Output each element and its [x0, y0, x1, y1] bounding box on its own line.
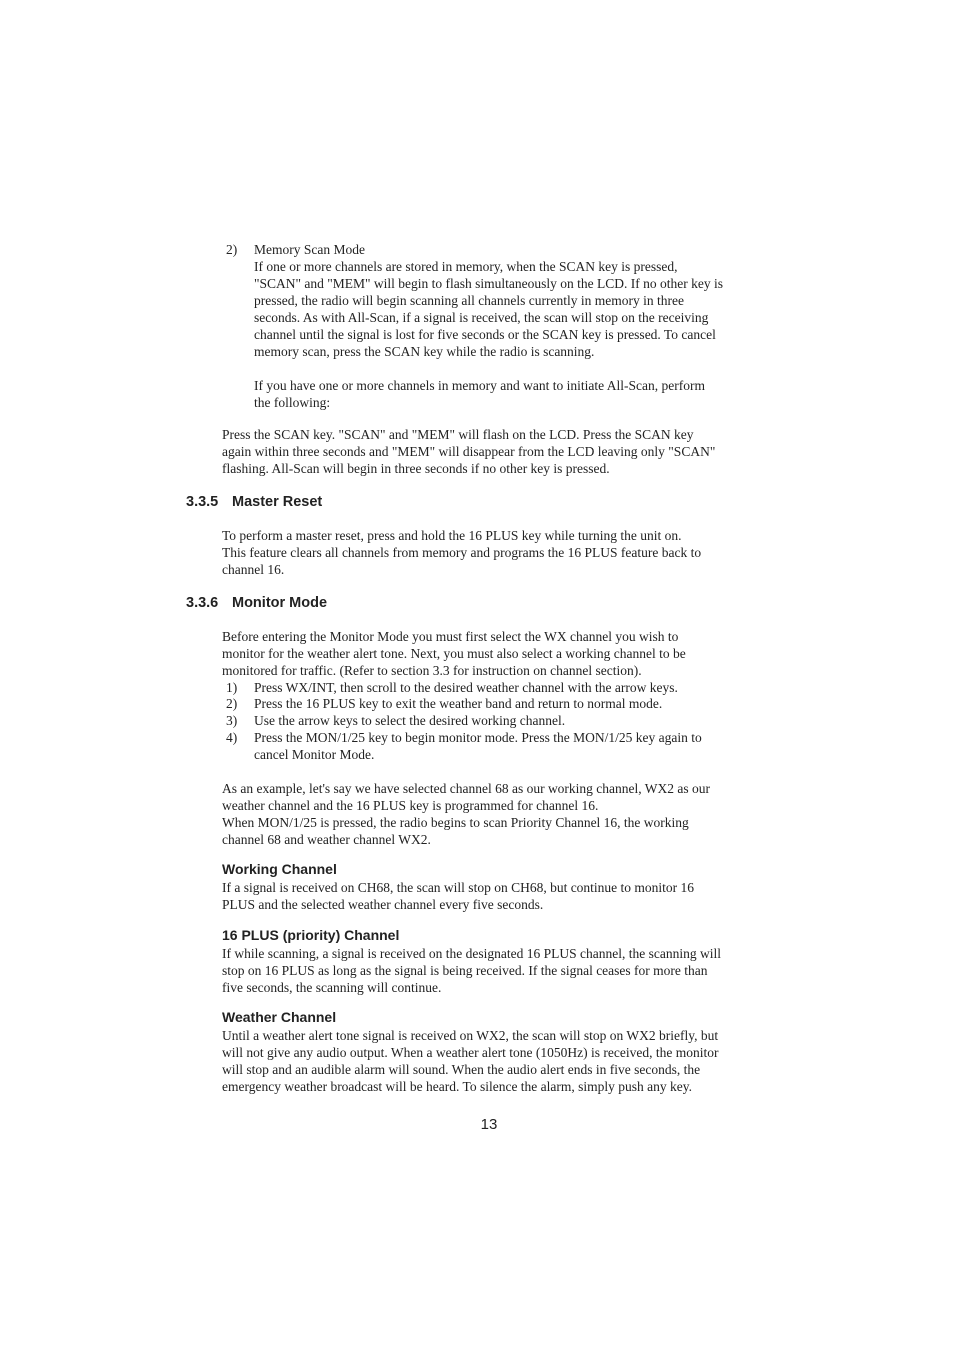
priority-channel-paragraph	[222, 945, 782, 996]
text-line: monitor for the weather alert tone. Next, you must also select a working channel to be	[222, 646, 686, 661]
text-line: If a signal is received on CH68, the scan will stop on CH68, but continue to monitor 16	[222, 880, 695, 895]
text-line: channel 68 and weather channel WX2.	[222, 832, 431, 847]
weather-channel-paragraph	[222, 1027, 782, 1095]
section-heading-monitor-mode	[186, 595, 327, 612]
subheading-priority-channel: 16 PLUS (priority) Channel	[222, 927, 400, 943]
text-line: channel until the signal is lost for five seconds or the SCAN key is pressed. To cancel	[254, 327, 716, 342]
memory-scan-title: Memory Scan Mode	[254, 242, 365, 257]
step-number: 1)	[226, 680, 238, 695]
text-line: "SCAN" and "MEM" will begin to flash simultaneously on the LCD. If no other key is	[254, 276, 723, 291]
text-line: stop on 16 PLUS as long as the signal is being received. If the signal ceases for more than	[222, 963, 708, 978]
text-line: Press the MON/1/25 key to begin monitor mode. Press the MON/1/25 key again to	[254, 730, 702, 745]
monitor-step	[222, 729, 782, 763]
text-line: the following:	[254, 395, 331, 410]
subheading-weather-channel: Weather Channel	[222, 1009, 337, 1025]
section-heading-master-reset	[186, 494, 322, 511]
monitor-step	[222, 695, 782, 712]
monitor-intro-paragraph	[222, 628, 782, 679]
section-title: Master Reset	[232, 494, 323, 510]
text-line: If you have one or more channels in memory and want to initiate All-Scan, perform	[254, 378, 705, 393]
text-line: As an example, let's say we have selected channel 68 as our working channel, WX2 as our	[222, 781, 711, 796]
text-line: will not give any audio output. When a weather alert tone (1050Hz) is received, the monitor	[222, 1045, 719, 1060]
section-number: 3.3.5	[186, 494, 219, 510]
master-reset-paragraph	[222, 527, 782, 578]
text-line: flashing. All-Scan will begin in three seconds if no other key is pressed.	[222, 461, 610, 476]
text-line: channel 16.	[222, 562, 285, 577]
text-line: PLUS and the selected weather channel every five seconds.	[222, 897, 544, 912]
press-scan-paragraph	[222, 426, 782, 477]
text-line: pressed, the radio will begin scanning all channels currently in memory in three	[254, 293, 684, 308]
monitor-example-paragraph	[222, 780, 782, 848]
subheading-working-channel: Working Channel	[222, 861, 337, 877]
text-line: will stop and an audible alarm will sound. When the audio alert ends in five seconds, the	[222, 1062, 701, 1077]
text-line: Use the arrow keys to select the desired working channel.	[254, 713, 566, 728]
text-line: Press the SCAN key. "SCAN" and "MEM" will flash on the LCD. Press the SCAN key	[222, 427, 694, 442]
text-line: Press WX/INT, then scroll to the desired weather channel with the arrow keys.	[254, 680, 678, 695]
text-line: When MON/1/25 is pressed, the radio begins to scan Priority Channel 16, the working	[222, 815, 689, 830]
text-line: memory scan, press the SCAN key while the radio is scanning.	[254, 344, 595, 359]
text-line: cancel Monitor Mode.	[254, 747, 375, 762]
text-line: five seconds, the scanning will continue.	[222, 980, 442, 995]
step-number: 3)	[226, 713, 238, 728]
working-channel-paragraph	[222, 879, 782, 913]
item-number: 2)	[226, 242, 238, 257]
text-line: Press the 16 PLUS key to exit the weather band and return to normal mode.	[254, 696, 663, 711]
text-line: seconds. As with All-Scan, if a signal is received, the scan will stop on the receiving	[254, 310, 709, 325]
text-line: Before entering the Monitor Mode you must first select the WX channel you wish to	[222, 629, 679, 644]
step-number: 4)	[226, 730, 238, 745]
step-number: 2)	[226, 696, 238, 711]
text-line: This feature clears all channels from memory and programs the 16 PLUS feature back to	[222, 545, 702, 560]
memory-scan-text	[254, 241, 723, 411]
text-line: Until a weather alert tone signal is received on WX2, the scan will stop on WX2 briefly, but	[222, 1028, 719, 1043]
section-number: 3.3.6	[186, 595, 219, 611]
page-number: 13	[480, 1116, 498, 1133]
text-line: monitored for traffic. (Refer to section 3.3 for instruction on channel section).	[222, 663, 642, 678]
text-line: emergency weather broadcast will be heard. To silence the alarm, simply push any key.	[222, 1079, 693, 1094]
monitor-step	[222, 712, 782, 729]
section-title: Monitor Mode	[232, 595, 328, 611]
text-line: weather channel and the 16 PLUS key is programmed for channel 16.	[222, 798, 599, 813]
monitor-step	[222, 679, 782, 696]
text-line: If one or more channels are stored in memory, when the SCAN key is pressed,	[254, 259, 678, 274]
text-line: If while scanning, a signal is received on the designated 16 PLUS channel, the scanning will	[222, 946, 721, 961]
text-line: again within three seconds and "MEM" will disappear from the LCD leaving only "SCAN"	[222, 444, 716, 459]
text-line: To perform a master reset, press and hold the 16 PLUS key while turning the unit on.	[222, 528, 682, 543]
